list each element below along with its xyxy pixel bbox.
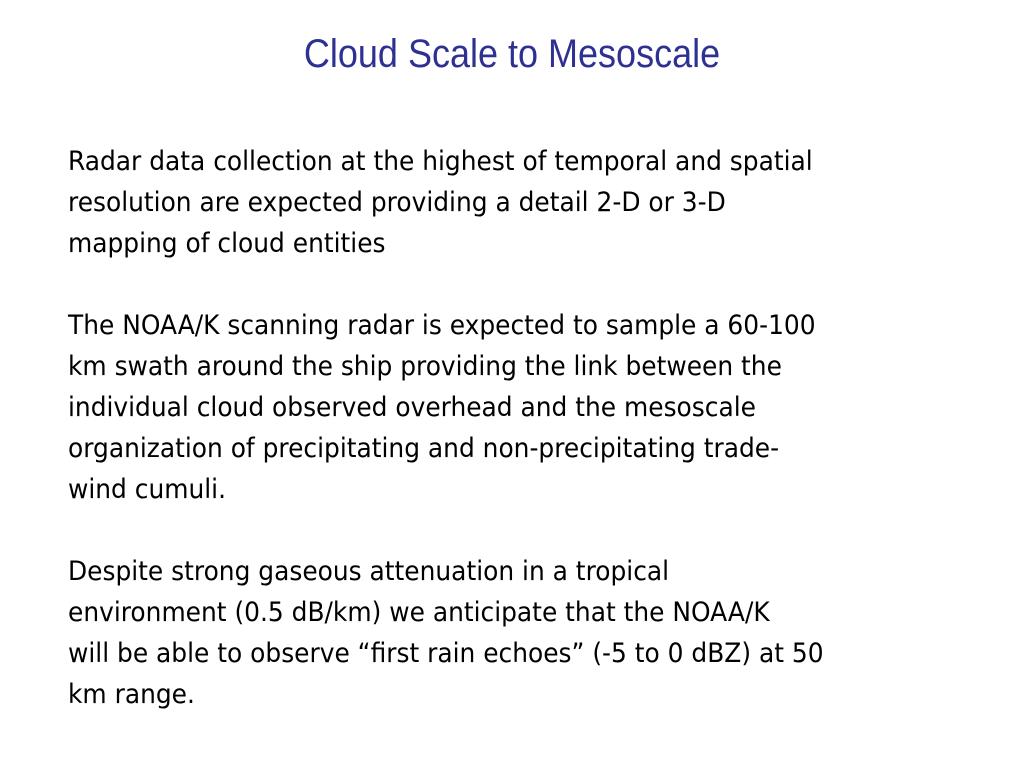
- paragraph-attenuation: [68, 551, 916, 715]
- text-line: km range.: [68, 679, 195, 710]
- paragraph-radar-collection: [68, 141, 916, 264]
- text-line: Despite strong gaseous attenuation in a tropical: [68, 556, 670, 587]
- text-line: will be able to observe “first rain echoes” (-5 to 0 dBZ) at 50: [68, 638, 824, 669]
- text-line: The NOAA/K scanning radar is expected to sample a 60-100: [68, 310, 816, 341]
- slide-body: [68, 141, 916, 715]
- text-line: organization of precipitating and non-precipitating trade-: [68, 433, 780, 464]
- text-line: resolution are expected providing a detail 2-D or 3-D: [68, 187, 726, 218]
- text-line: mapping of cloud entities: [68, 228, 386, 259]
- text-line: individual cloud observed overhead and the mesoscale: [68, 392, 756, 423]
- slide-title: Cloud Scale to Mesoscale: [303, 32, 721, 76]
- paragraph-noaa-scanning-radar: [68, 305, 916, 510]
- text-line: environment (0.5 dB/km) we anticipate that the NOAA/K: [68, 597, 770, 628]
- text-line: wind cumuli.: [68, 474, 227, 505]
- text-line: Radar data collection at the highest of temporal and spatial: [68, 146, 813, 177]
- text-line: km swath around the ship providing the link between the: [68, 351, 782, 382]
